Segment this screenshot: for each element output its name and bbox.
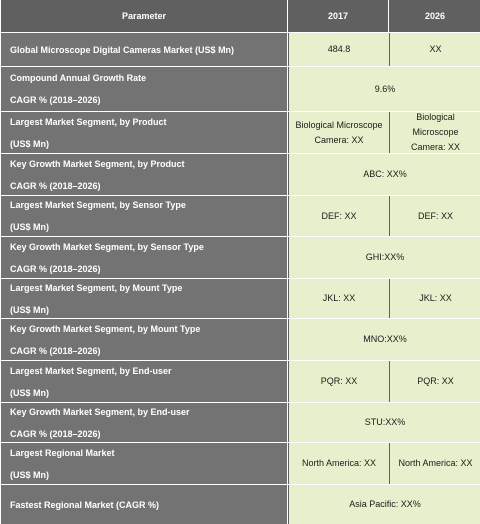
row-sublabel: (US$ Mn) (10, 387, 49, 398)
row-label: Largest Market Segment, by Product (10, 116, 167, 127)
row-parameter (1, 67, 288, 111)
table-row (1, 319, 480, 361)
row-sublabel: CAGR % (2018–2026) (10, 95, 101, 105)
row-sublabel: CAGR % (2018–2026) (10, 263, 101, 274)
row-value-2026: DEF: XX (389, 196, 480, 236)
row-value-2026: North America: XX (389, 443, 480, 484)
row-value-merged: ABC: XX% (288, 154, 480, 195)
row-sublabel: (US$ Mn) (10, 138, 49, 149)
table-row (1, 279, 480, 319)
row-value-merged: Asia Pacific: XX% (288, 485, 480, 524)
table-row (1, 112, 480, 154)
row-value-2026: Biological Microscope Camera: XX (389, 112, 480, 153)
row-parameter (1, 237, 288, 278)
row-sublabel: (US$ Mn) (10, 222, 49, 232)
table-row (1, 403, 480, 443)
row-sublabel: CAGR % (2018–2026) (10, 428, 101, 439)
row-value-2017: PQR: XX (288, 361, 389, 402)
row-label: Largest Regional Market (10, 447, 115, 458)
row-sublabel: (US$ Mn) (10, 304, 49, 315)
row-parameter (1, 154, 288, 195)
row-value-2017: 484.8 (288, 33, 389, 66)
row-value-merged: 9.6% (288, 67, 480, 111)
row-value-2026: JKL: XX (389, 279, 480, 318)
table-row (1, 154, 480, 196)
row-value-2026: XX (389, 33, 480, 66)
row-value-merged: STU:XX% (288, 403, 480, 442)
row-sublabel: (US$ Mn) (10, 469, 49, 480)
row-value-merged: MNO:XX% (288, 319, 480, 360)
row-parameter (1, 403, 288, 442)
row-value-2017: DEF: XX (288, 196, 389, 236)
row-label: Key Growth Market Segment, by Mount Type (10, 323, 201, 334)
row-label: Compound Annual Growth Rate (10, 73, 147, 83)
row-value-2017: Biological Microscope Camera: XX (288, 112, 389, 153)
header-2017: 2017 (288, 0, 389, 32)
table-row (1, 443, 480, 485)
row-parameter (1, 279, 288, 318)
row-value-2017: JKL: XX (288, 279, 389, 318)
row-value-2026: PQR: XX (389, 361, 480, 402)
row-label: Fastest Regional Market (CAGR %) (10, 499, 160, 510)
row-parameter (1, 361, 288, 402)
row-label: Largest Market Segment, by Mount Type (10, 282, 183, 293)
row-label: Largest Market Segment, by Sensor Type (10, 200, 186, 210)
row-label: Key Growth Market Segment, by End-user (10, 406, 190, 417)
row-parameter (1, 196, 288, 236)
header-row (1, 0, 480, 33)
row-label: Largest Market Segment, by End-user (10, 365, 172, 376)
row-parameter (1, 485, 288, 524)
row-label: Key Growth Market Segment, by Product (10, 158, 185, 169)
row-value-merged: GHI:XX% (288, 237, 480, 278)
table-row (1, 196, 480, 237)
row-parameter (1, 319, 288, 360)
header-parameter: Parameter (1, 0, 288, 32)
row-parameter (1, 33, 288, 66)
table-row (1, 67, 480, 112)
table-row (1, 361, 480, 403)
table-row (1, 237, 480, 279)
table-row (1, 485, 480, 524)
row-sublabel: CAGR % (2018–2026) (10, 180, 101, 191)
row-value-2017: North America: XX (288, 443, 389, 484)
header-2026: 2026 (389, 0, 480, 32)
row-parameter (1, 112, 288, 153)
row-parameter (1, 443, 288, 484)
row-label: Global Microscope Digital Cameras Market (US$ Mn) (10, 44, 235, 55)
table-row (1, 33, 480, 67)
row-sublabel: CAGR % (2018–2026) (10, 345, 101, 356)
row-label: Key Growth Market Segment, by Sensor Type (10, 241, 204, 252)
